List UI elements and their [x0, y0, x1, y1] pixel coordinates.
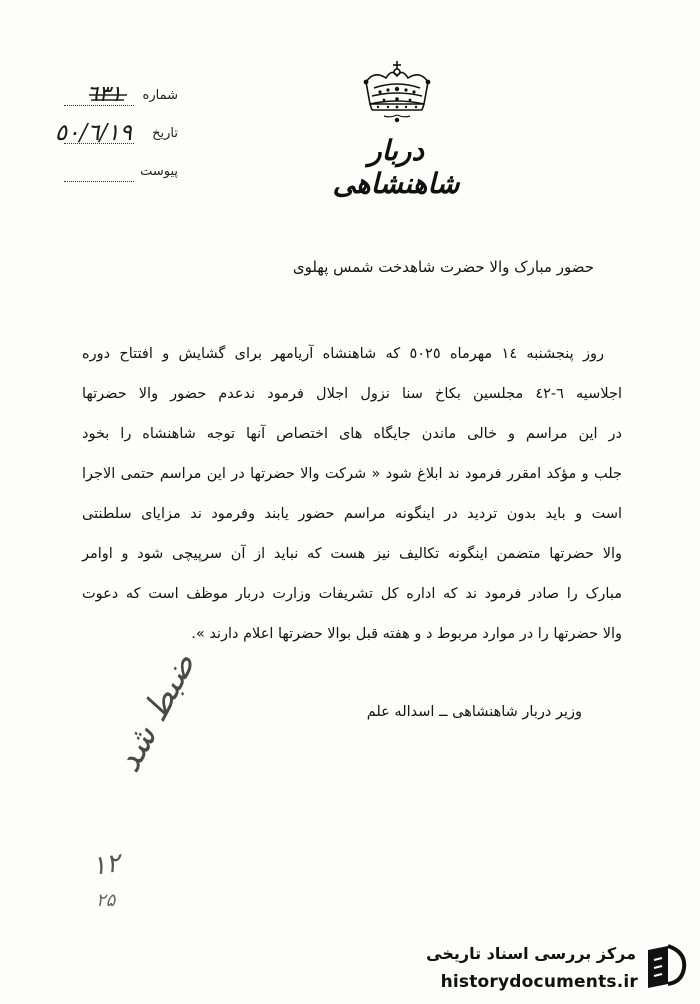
- court-title: دربار شاهنشاهی: [332, 134, 460, 200]
- date-row: [28, 122, 178, 148]
- strikethrough-mark: [88, 91, 128, 103]
- body-line: اجلاسیه ٦-٤٢ مجلسین بکاخ سنا نزول اجلال فرمود ندعدم حضور والا حضرتها: [82, 386, 622, 402]
- body-line: والا حضرتها متضمن اینگونه تکالیف نیز هست که نباید از آن سرپیچی شود و اوامر: [82, 546, 622, 562]
- watermark-site: historydocuments.ir: [440, 972, 638, 992]
- body-line: در این مراسم و خالی ماندن جایگاه های اختصاص آنها توجه شاهنشاه را بخود: [82, 426, 622, 442]
- date-label: تاریخ: [152, 126, 178, 141]
- attachment-label: پیوست: [140, 164, 178, 179]
- attachment-line: [64, 181, 134, 182]
- body-line: روز پنجشنبه ١٤ مهرماه ٥٠٢٥ که شاهنشاه آریامهر برای گشایش و افتتاح دوره: [82, 346, 604, 362]
- number-label: شماره: [142, 88, 178, 103]
- body-line: است و باید بدون تردید در اینگونه مراسم حضور یابند وفرمود ند مزایای سلطنتی: [82, 506, 622, 522]
- salutation: حضور مبارک والا حضرت شاهدخت شمس پهلوی: [292, 258, 594, 276]
- body-line: جلب و مؤکد امقرر فرمود ند ابلاغ شود « شرکت والا حضرتها در این مراسم حتمی الاجرا: [82, 466, 622, 482]
- signature-line: وزیر دربار شاهنشاهی ــ اسداله علم: [366, 704, 582, 720]
- number-value: ٦٣١: [86, 82, 122, 107]
- number-row: [28, 84, 178, 110]
- handwritten-note: ضبط شد: [108, 646, 204, 779]
- handwritten-note: ۲۵: [96, 890, 116, 911]
- handwritten-note: ۱۲: [90, 848, 122, 882]
- body-line: مبارک را صادر فرمود ند که اداره کل تشریفات وزارت دربار موظف است که دعوت: [82, 586, 622, 602]
- watermark-title: مرکز بررسی اسناد تاریخی: [426, 944, 636, 963]
- letter-body: [82, 334, 622, 654]
- reference-block: [28, 84, 178, 198]
- attachment-row: [28, 160, 178, 186]
- crown-icon: [360, 58, 434, 128]
- date-value: ٥٠/٦/١٩: [54, 120, 132, 146]
- watermark: [392, 938, 692, 998]
- archive-logo-icon: [644, 944, 688, 990]
- body-line: والا حضرتها را در موارد مربوط د و هفته قبل بوالا حضرتها اعلام دارند ».: [191, 626, 622, 642]
